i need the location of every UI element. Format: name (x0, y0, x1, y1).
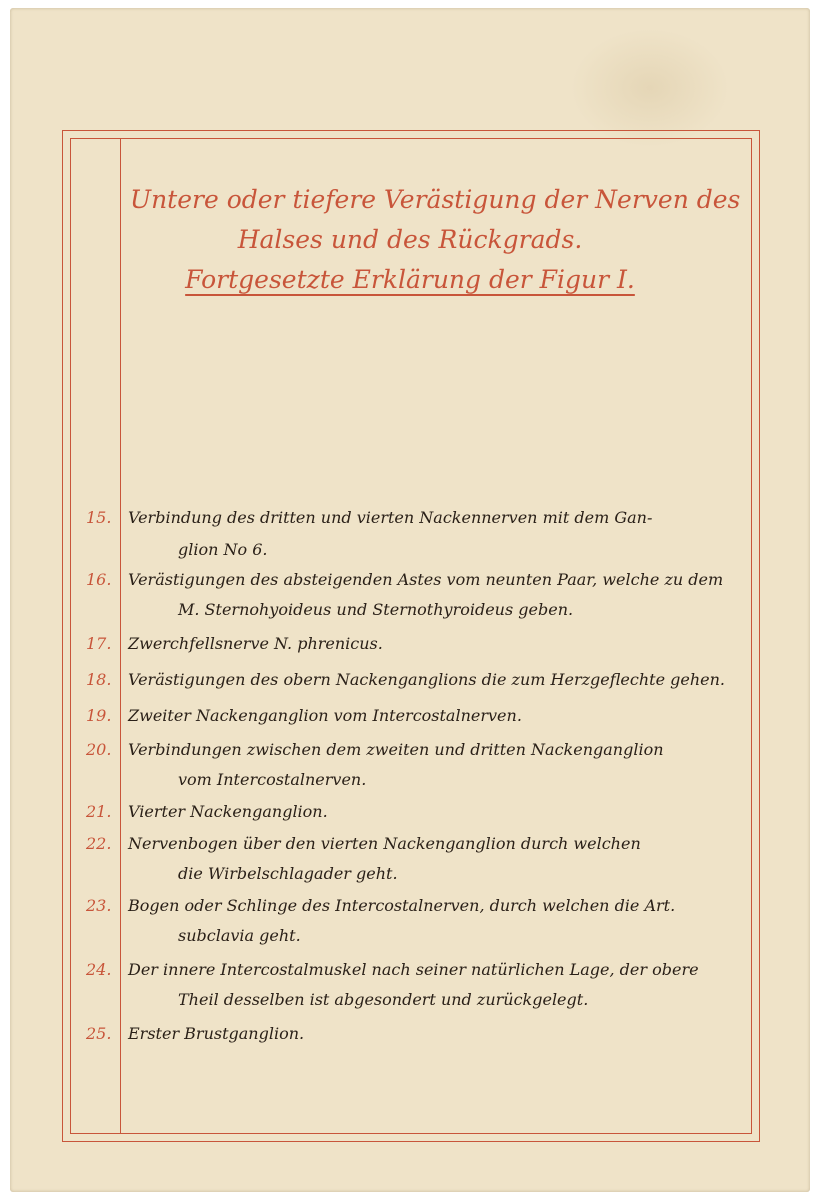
entry-text-continued: subclavia geht. (178, 926, 301, 945)
entry-number: 16. (86, 570, 112, 589)
entry-text: Verästigungen des absteigenden Astes vom neunten Paar, welche zu dem (128, 570, 724, 589)
entry-text: Zwerchfellsnerve N. phrenicus. (128, 634, 383, 653)
entry-number: 20. (86, 740, 112, 759)
entry-number: 17. (86, 634, 112, 653)
entry-number: 21. (86, 802, 112, 821)
title-line-2: Halses und des Rückgrads. (237, 225, 583, 254)
entry-text: Verbindungen zwischen dem zweiten und dritten Nackenganglion (128, 740, 664, 759)
entry-number: 23. (86, 896, 112, 915)
entry-text: Zweiter Nackenganglion vom Intercostalnerven. (128, 706, 522, 725)
entry-text: Verbindung des dritten und vierten Nackennerven mit dem Gan- (128, 508, 653, 527)
margin-rule (120, 138, 121, 1134)
entry-text: Bogen oder Schlinge des Intercostalnerven, durch welchen die Art. (128, 896, 676, 915)
entry-text-continued: M. Sternohyoideus und Sternothyroideus geben. (178, 600, 574, 619)
entry-text: Verästigungen des obern Nackenganglions die zum Herzgeflechte gehen. (128, 670, 725, 689)
entry-number: 18. (86, 670, 112, 689)
entry-text: Der innere Intercostalmuskel nach seiner natürlichen Lage, der obere (128, 960, 699, 979)
title-line-1: Untere oder tiefere Verästigung der Nerven des (130, 185, 741, 214)
page-title (130, 180, 741, 300)
entry-number: 19. (86, 706, 112, 725)
entry-number: 22. (86, 834, 112, 853)
entry-number: 24. (86, 960, 112, 979)
entry-text-continued: vom Intercostalnerven. (178, 770, 367, 789)
entry-text: Nervenbogen über den vierten Nackenganglion durch welchen (128, 834, 641, 853)
entry-text-continued: glion No 6. (178, 540, 268, 559)
entry-number: 25. (86, 1024, 112, 1043)
entry-number: 15. (86, 508, 112, 527)
entry-text: Vierter Nackenganglion. (128, 802, 328, 821)
entry-text: Erster Brustganglion. (128, 1024, 305, 1043)
title-line-3: Fortgesetzte Erklärung der Figur I. (185, 265, 635, 294)
entry-text-continued: die Wirbelschlagader geht. (178, 864, 398, 883)
entry-text-continued: Theil desselben ist abgesondert und zurückgelegt. (178, 990, 589, 1009)
